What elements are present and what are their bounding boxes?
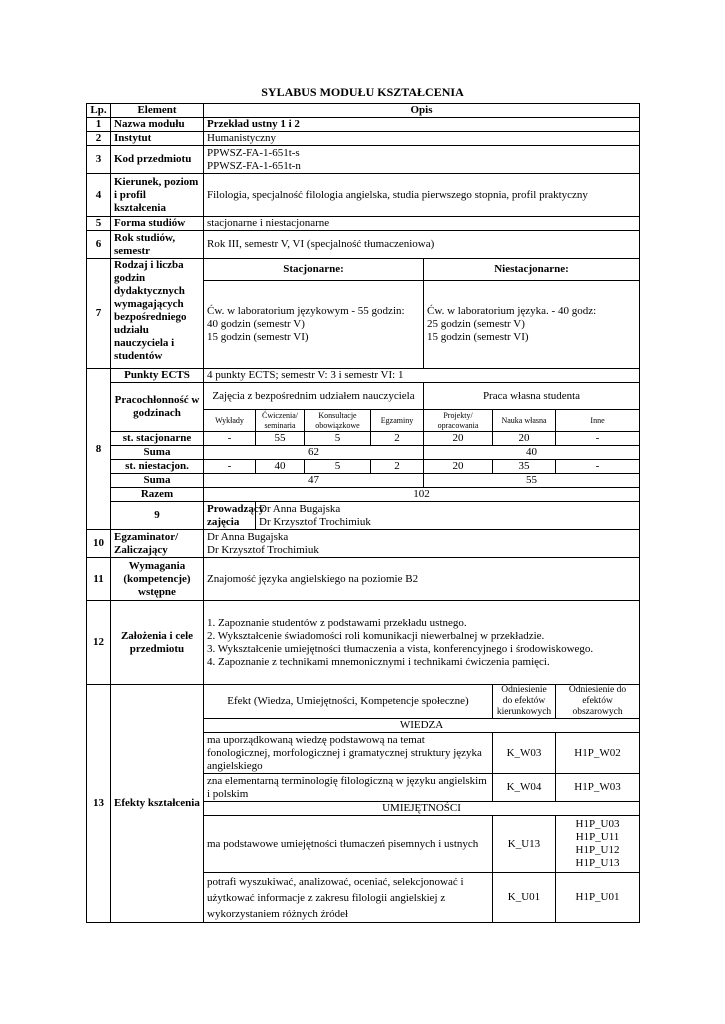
header-lp: Lp. — [87, 104, 111, 118]
workload-label: Pracochłonność w godzinach — [111, 383, 204, 432]
row-label: Kierunek, poziom i profil kształcenia — [111, 174, 204, 217]
header-element: Element — [111, 104, 204, 118]
part-time-head: Niestacjonarne: — [424, 259, 640, 281]
part-time-hours-sem6: 15 godzin (semestr VI) — [427, 331, 529, 343]
row-stationary-sum — [87, 446, 640, 460]
row-number: 2 — [87, 132, 111, 146]
outcome-directional-code: K_W03 — [493, 733, 556, 774]
row-number: 9 — [111, 502, 204, 530]
stationary-hours-sem5: 40 godzin (semestr V) — [207, 318, 305, 330]
stationary-head: Stacjonarne: — [204, 259, 424, 281]
row-part-time-sum — [87, 474, 640, 488]
outcome-area-code: H1P_U12 — [575, 844, 620, 856]
row-label: Rodzaj i liczba godzin dydaktycznych wymagających bezpośredniego udziału nauczyciela i studentów — [111, 259, 204, 369]
col-other: Inne — [556, 410, 640, 432]
row-number: 5 — [87, 217, 111, 231]
instructor-1: Dr Anna Bugajska — [259, 502, 341, 515]
stationary-label: st. stacjonarne — [111, 432, 204, 446]
row-examiners — [87, 530, 640, 558]
row-ects — [87, 369, 640, 383]
part-time-exams: 2 — [371, 460, 424, 474]
total-label: Razem — [111, 488, 204, 502]
outcome-area-code: H1P_U13 — [575, 857, 620, 869]
part-time-lectures: - — [204, 460, 256, 474]
stationary-hours — [204, 281, 424, 369]
goal-item: 4. Zapoznanie z technikami mnemonicznymi i technikami ćwiczenia pamięci. — [207, 655, 550, 668]
outcome-area-code: H1P_U11 — [575, 831, 620, 843]
stationary-other: - — [556, 432, 640, 446]
row-number: 10 — [87, 530, 111, 558]
prerequisites-value: Znajomość języka angielskiego na poziomie B2 — [204, 558, 640, 601]
study-form-value: stacjonarne i niestacjonarne — [204, 217, 640, 231]
own-work-head: Praca własna studenta — [424, 383, 640, 410]
document-title: SYLABUS MODUŁU KSZTAŁCENIA — [261, 85, 464, 99]
outcome-text: ma uporządkowaną wiedzę podstawową na temat fonologicznej, morfologicznej i gramatycznej struktury języka angielskiego — [204, 733, 493, 774]
directional-reference-head: Odniesienie do efektów kierunkowych — [493, 685, 556, 719]
row-outcomes-head — [87, 685, 640, 719]
field-of-study-value: Filologia, specjalność filologia angielska, studia pierwszego stopnia, profil praktyczny — [204, 174, 640, 217]
col-consultations: Konsultacje obowiązkowe — [305, 410, 371, 432]
stationary-self-study: 20 — [493, 432, 556, 446]
part-time-hours-sem5: 25 godzin (semestr V) — [427, 318, 525, 330]
stationary-hours-total: Ćw. w laboratorium językowym - 55 godzin: — [207, 305, 405, 317]
stationary-exams: 2 — [371, 432, 424, 446]
row-label: Instytut — [111, 132, 204, 146]
outcome-directional-code: K_W04 — [493, 774, 556, 802]
row-prerequisites — [87, 558, 640, 601]
part-time-hours — [424, 281, 640, 369]
row-label: Prowadzący zajęcia — [204, 502, 256, 530]
part-time-projects: 20 — [424, 460, 493, 474]
part-time-hours-total: Ćw. w laboratorium języka. - 40 godz: — [427, 305, 597, 317]
area-reference-head: Odniesienie do efektów obszarowych — [556, 685, 640, 719]
course-code-part-time: PPWSZ-FA-1-651t-n — [207, 159, 301, 172]
examiner-1: Dr Anna Bugajska — [207, 530, 289, 543]
institute-value: Humanistyczny — [204, 132, 640, 146]
stationary-lectures: - — [204, 432, 256, 446]
outcome-area-code: H1P_W03 — [556, 774, 640, 802]
outcome-area-code: H1P_U03 — [575, 818, 620, 830]
stationary-exercises: 55 — [256, 432, 305, 446]
row-teaching-hours-head — [87, 259, 640, 281]
outcome-text: zna elementarną terminologię filologiczną w języku angielskim i polskim — [204, 774, 493, 802]
row-label: Kod przedmiotu — [111, 146, 204, 174]
part-time-other: - — [556, 460, 640, 474]
instructor-2: Dr Krzysztof Trochimiuk — [259, 515, 371, 528]
row-course-code — [87, 146, 640, 174]
row-number: 7 — [87, 259, 111, 369]
study-year-value: Rok III, semestr V, VI (specjalność tłumaczeniowa) — [204, 231, 640, 259]
row-stationary-hours — [87, 432, 640, 446]
row-workload-head — [87, 383, 640, 410]
outcome-area-code: H1P_W02 — [556, 733, 640, 774]
part-time-self-study: 35 — [493, 460, 556, 474]
course-code-value — [204, 146, 640, 174]
stationary-hours-sem6: 15 godzin (semestr VI) — [207, 331, 309, 343]
instructors-value — [256, 502, 640, 530]
col-self-study: Nauka własna — [493, 410, 556, 432]
ects-value: 4 punkty ECTS; semestr V: 3 i semestr VI: 1 — [204, 369, 640, 383]
direct-contact-head: Zajęcia z bezpośrednim udziałem nauczyciela — [204, 383, 424, 410]
outcome-directional-code: K_U13 — [493, 816, 556, 873]
row-number: 4 — [87, 174, 111, 217]
goal-item: 1. Zapoznanie studentów z podstawami przekładu ustnego. — [207, 616, 467, 629]
outcome-text: potrafi wyszukiwać, analizować, oceniać, selekcjonować i użytkować informacje z zakresu filologii angielskiej z wykorzystaniem różnych źródeł — [204, 873, 493, 923]
total-value: 102 — [204, 488, 640, 502]
row-label: Nazwa modułu — [111, 118, 204, 132]
row-label: Założenia i cele przedmiotu — [111, 601, 204, 685]
col-lectures: Wykłady — [204, 410, 256, 432]
stationary-sum-own: 40 — [424, 446, 640, 460]
part-time-label: st. niestacjon. — [111, 460, 204, 474]
row-number: 6 — [87, 231, 111, 259]
row-number: 13 — [87, 685, 111, 923]
syllabus-table — [86, 103, 640, 923]
row-instructors — [87, 502, 640, 530]
row-module-name — [87, 118, 640, 132]
knowledge-section-title: WIEDZA — [204, 719, 640, 733]
examiners-value — [204, 530, 640, 558]
examiner-2: Dr Krzysztof Trochimiuk — [207, 543, 319, 556]
row-course-goals — [87, 601, 640, 685]
col-projects: Projekty/ opracowania — [424, 410, 493, 432]
row-study-form — [87, 217, 640, 231]
sum-label: Suma — [111, 474, 204, 488]
part-time-sum-direct: 47 — [204, 474, 424, 488]
table-header-row — [87, 104, 640, 118]
row-number: 11 — [87, 558, 111, 601]
course-goals-list — [204, 601, 640, 685]
outcome-directional-code: K_U01 — [493, 873, 556, 923]
row-label: Wymagania (kompetencje) wstępne — [111, 558, 204, 601]
row-study-year — [87, 231, 640, 259]
goal-item: 2. Wykształcenie świadomości roli komunikacji niewerbalnej w przekładzie. — [207, 629, 545, 642]
row-field-of-study — [87, 174, 640, 217]
ects-label: Punkty ECTS — [111, 369, 204, 383]
goal-item: 3. Wykształcenie umiejętności tłumaczenia a vista, konferencyjnego i środowiskowego. — [207, 642, 594, 655]
row-part-time-hours — [87, 460, 640, 474]
part-time-sum-own: 55 — [424, 474, 640, 488]
outcome-area-codes — [556, 816, 640, 873]
col-exercises: Ćwiczenia/ seminaria — [256, 410, 305, 432]
row-number: 1 — [87, 118, 111, 132]
col-exams: Egzaminy — [371, 410, 424, 432]
header-opis: Opis — [204, 104, 640, 118]
outcome-text: ma podstawowe umiejętności tłumaczeń pisemnych i ustnych — [204, 816, 493, 873]
row-number: 12 — [87, 601, 111, 685]
stationary-sum-direct: 62 — [204, 446, 424, 460]
part-time-consultations: 5 — [305, 460, 371, 474]
sum-label: Suma — [111, 446, 204, 460]
row-number: 8 — [87, 369, 111, 530]
skills-section-title: UMIEJĘTNOŚCI — [204, 802, 640, 816]
outcome-head: Efekt (Wiedza, Umiejętności, Kompetencje społeczne) — [204, 685, 493, 719]
row-label: Efekty kształcenia — [111, 685, 204, 923]
part-time-exercises: 40 — [256, 460, 305, 474]
row-label: Forma studiów — [111, 217, 204, 231]
course-code-stationary: PPWSZ-FA-1-651t-s — [207, 146, 300, 159]
row-total — [87, 488, 640, 502]
module-name-value: Przekład ustny 1 i 2 — [204, 118, 640, 132]
row-institute — [87, 132, 640, 146]
row-label: Egzaminator/ Zaliczający — [111, 530, 204, 558]
row-number: 3 — [87, 146, 111, 174]
row-label: Rok studiów, semestr — [111, 231, 204, 259]
stationary-consultations: 5 — [305, 432, 371, 446]
stationary-projects: 20 — [424, 432, 493, 446]
outcome-area-code: H1P_U01 — [556, 873, 640, 923]
